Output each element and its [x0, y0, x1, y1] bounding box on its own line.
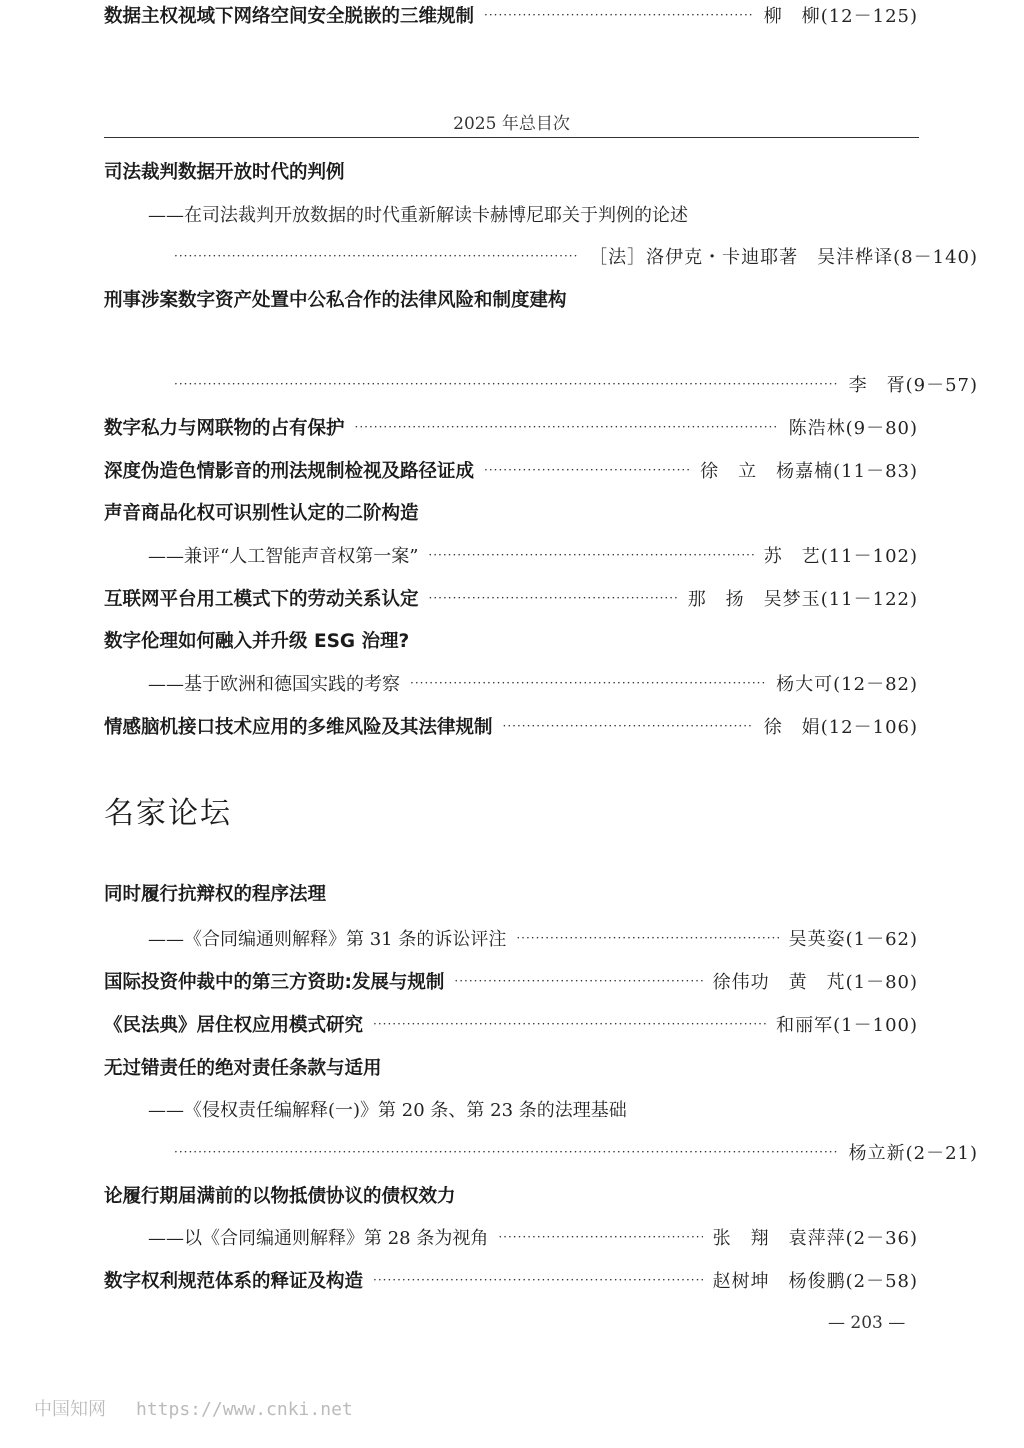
entry-title: 情感脑机接口技术应用的多维风险及其法律规制 — [104, 717, 493, 738]
leader-dots — [454, 974, 702, 988]
toc-entry — [104, 199, 918, 229]
toc-entry — [104, 1222, 918, 1252]
entry-authors: 杨大可 — [776, 674, 834, 695]
leader-dots — [516, 931, 778, 945]
entry-issue-page: (11－122) — [820, 589, 918, 610]
toc-entry — [104, 583, 918, 613]
entry-title: 无过错责任的绝对责任条款与适用 — [104, 1058, 382, 1079]
toc-entry — [104, 497, 918, 527]
entry-issue-page: (2－58) — [845, 1271, 918, 1292]
toc-entry — [104, 540, 918, 570]
entry-issue-page: (2－36) — [845, 1228, 918, 1249]
entry-authors: 苏 艺 — [763, 546, 821, 567]
entry-authors: 杨立新 — [848, 1143, 906, 1164]
toc-entry — [104, 1052, 918, 1082]
leader-dots — [484, 8, 754, 22]
entry-issue-page: (9－80) — [845, 418, 918, 439]
entry-issue-page: (9－57) — [905, 375, 978, 396]
entry-authors: 徐 娟 — [763, 717, 821, 738]
entry-title: 互联网平台用工模式下的劳动关系认定 — [104, 589, 419, 610]
toc-entry — [104, 923, 918, 953]
entry-issue-page: (11－83) — [833, 461, 918, 482]
entry-authors: 吴英姿 — [788, 929, 846, 950]
entry-issue-page: (12－82) — [833, 674, 918, 695]
toc-entry — [104, 1009, 918, 1039]
entry-authors: ［法］洛伊克・卡迪耶著 吴沣桦译 — [589, 247, 894, 268]
toc-entry — [104, 0, 918, 30]
leader-dots — [410, 676, 766, 690]
entry-issue-page: (12－106) — [820, 717, 918, 738]
leader-dots — [484, 463, 690, 477]
toc-entry — [104, 966, 918, 996]
entry-issue-page: (1－62) — [845, 929, 918, 950]
running-header: 2025 年总目次 — [453, 114, 570, 134]
toc-entry — [104, 625, 918, 655]
leader-dots — [355, 420, 779, 434]
page-number: — 203 — — [828, 1313, 906, 1333]
entry-subtitle: ——基于欧洲和德国实践的考察 — [148, 674, 400, 695]
entry-title: 数据主权视域下网络空间安全脱嵌的三维规制 — [104, 6, 475, 27]
entry-title: 论履行期届满前的以物抵债协议的债权效力 — [104, 1186, 456, 1207]
entry-authors: 柳 柳 — [763, 6, 821, 27]
leader-dots — [174, 1145, 839, 1159]
toc-entry — [104, 369, 978, 399]
toc-entry — [104, 284, 918, 314]
entry-authors: 张 翔 袁萍萍 — [712, 1228, 846, 1249]
entry-issue-page: (1－80) — [845, 972, 918, 993]
leader-dots — [428, 548, 753, 562]
toc-entry — [104, 711, 918, 741]
entry-issue-page: (1－100) — [833, 1015, 918, 1036]
entry-authors: 李 胥 — [848, 375, 906, 396]
entry-authors: 和丽军 — [776, 1015, 834, 1036]
entry-authors: 赵树坤 杨俊鹏 — [712, 1271, 846, 1292]
entry-authors: 徐伟功 黄 芃 — [712, 972, 846, 993]
watermark-site: 中国知网 — [34, 1399, 106, 1420]
leader-dots — [373, 1017, 766, 1031]
entry-title: 数字私力与网联物的占有保护 — [104, 418, 345, 439]
watermark-url: https://www.cnki.net — [136, 1399, 353, 1420]
entry-issue-page: (8－140) — [893, 247, 978, 268]
entry-title: 国际投资仲裁中的第三方资助:发展与规制 — [104, 972, 445, 993]
entry-issue-page: (11－102) — [820, 546, 918, 567]
toc-entry — [104, 1180, 918, 1210]
toc-entry — [104, 1265, 918, 1295]
entry-issue-page: (12－125) — [820, 6, 918, 27]
toc-entry — [104, 1137, 978, 1167]
entry-authors: 徐 立 杨嘉楠 — [700, 461, 834, 482]
leader-dots — [174, 249, 579, 263]
toc-entry — [104, 878, 918, 908]
entry-title: 《民法典》居住权应用模式研究 — [104, 1015, 364, 1036]
toc-entry — [104, 156, 918, 186]
entry-issue-page: (2－21) — [905, 1143, 978, 1164]
entry-subtitle: ——在司法裁判开放数据的时代重新解读卡赫博尼耶关于判例的论述 — [148, 205, 688, 226]
leader-dots — [174, 377, 839, 391]
entry-title: 同时履行抗辩权的程序法理 — [104, 884, 327, 905]
entry-title: 声音商品化权可识别性认定的二阶构造 — [104, 503, 419, 524]
toc-entry — [104, 1094, 918, 1124]
section-heading: 名家论坛 — [104, 796, 232, 831]
toc-entry — [104, 412, 918, 442]
toc-entry — [104, 241, 978, 271]
entry-title: 数字权利规范体系的释证及构造 — [104, 1271, 364, 1292]
leader-dots — [498, 1230, 702, 1244]
entry-authors: 陈浩林 — [788, 418, 846, 439]
entry-subtitle: ——《合同编通则解释》第 31 条的诉讼评注 — [148, 929, 507, 950]
entry-title: 刑事涉案数字资产处置中公私合作的法律风险和制度建构 — [104, 290, 567, 311]
leader-dots — [503, 719, 754, 733]
leader-dots — [429, 591, 678, 605]
entry-title: 司法裁判数据开放时代的判例 — [104, 162, 345, 183]
toc-entry — [104, 668, 918, 698]
entry-subtitle: ——以《合同编通则解释》第 28 条为视角 — [148, 1228, 489, 1249]
toc-entry — [104, 455, 918, 485]
header-rule — [104, 137, 919, 138]
watermark — [34, 1395, 353, 1421]
entry-title: 数字伦理如何融入并升级 ESG 治理? — [104, 631, 410, 652]
entry-subtitle: ——兼评“人工智能声音权第一案” — [148, 546, 419, 567]
entry-subtitle: ——《侵权责任编解释(一)》第 20 条、第 23 条的法理基础 — [148, 1100, 627, 1121]
leader-dots — [373, 1273, 703, 1287]
entry-authors: 那 扬 吴梦玉 — [687, 589, 821, 610]
entry-title: 深度伪造色情影音的刑法规制检视及路径证成 — [104, 461, 475, 482]
